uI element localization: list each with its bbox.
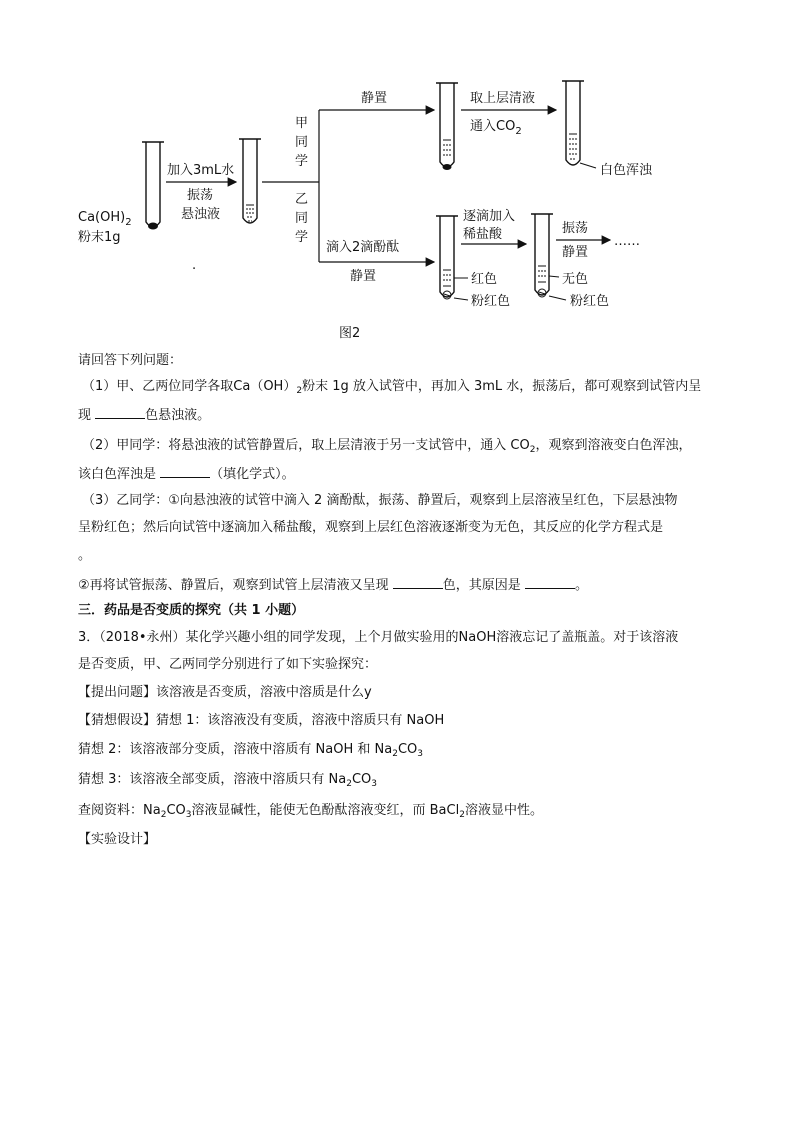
p3-line-2: 是否变质，甲、乙两同学分别进行了如下实验探究：	[78, 657, 378, 672]
branch-jia-3: 学	[295, 154, 309, 169]
q3-line-4: ②再将试管振荡、静置后，观察到试管上层清液又呈现 色，其原因是 。	[78, 578, 588, 593]
p3-hypothesis-2: 猜想 2：该溶液部分变质，溶液中溶质有 NaOH 和 $Na_2CO_3$	[78, 742, 423, 759]
lower-tube1-top: 红色	[471, 272, 498, 287]
branch-yi-2: 同	[295, 211, 309, 226]
q1-line-2: 现 色悬浊液。	[78, 408, 211, 423]
lower-tube1-bottom: 粉红色	[471, 294, 511, 309]
upper-step2-below: 通入$CO_2$	[470, 119, 522, 137]
lower-step-above: 滴入2滴酚酞	[326, 240, 400, 255]
branch-yi-3: 学	[295, 230, 309, 245]
p3-line-1: 3．（2018•永州）某化学兴趣小组的同学发现，上个月做实验用的NaOH溶液忘记了盖瓶盖。对于该溶液	[78, 630, 679, 645]
p3-hypothesis-3: 猜想 3：该溶液全部变质，溶液中溶质只有 $Na_2CO_3$	[78, 772, 378, 789]
p3-reference: 查阅资料：$Na_2CO_3$溶液显碱性，能使无色酚酞溶液变红，而 BaCl$_2$溶液显中性。	[78, 803, 543, 820]
start-label-2: 粉末1g	[78, 230, 121, 245]
q1-answer-blank[interactable]	[95, 406, 145, 419]
step1-below-1: 振荡	[187, 188, 214, 203]
p3-question: 【提出问题】该溶液是否变质，溶液中溶质是什么y	[78, 685, 372, 700]
q2-line-2: 该白色浑浊是 （填化学式）。	[78, 467, 295, 482]
experiment-diagram	[0, 0, 794, 345]
q3-line-3: 。	[78, 548, 92, 563]
test-tube-start	[142, 142, 164, 230]
lower-step2-above-2: 稀盐酸	[463, 227, 503, 242]
test-tube-upper-1	[436, 83, 458, 170]
dot-mark: .	[192, 258, 197, 273]
lower-step2-above-1: 逐滴加入	[463, 209, 516, 224]
step1-above: 加入3mL水	[167, 163, 235, 178]
q2-answer-blank[interactable]	[160, 465, 210, 478]
lower-tube2-bottom: 粉红色	[570, 294, 610, 309]
q3-line-1: （3）乙同学：①向悬浊液的试管中滴入 2 滴酚酞，振荡、静置后，观察到上层溶液呈红色，下层悬浊物	[82, 493, 678, 508]
figure-caption: 图2	[339, 326, 361, 341]
p3-hypothesis-1: 【猜想假设】猜想 1：该溶液没有变质，溶液中溶质只有 NaOH	[78, 713, 445, 728]
prompt-line: 请回答下列问题：	[78, 353, 183, 368]
ellipsis: ……	[614, 234, 640, 249]
q1-line-1: （1）甲、乙两位同学各取$Ca(OH)_2$粉末 1g 放入试管中，再加入 3mL 水，振荡后，都可观察到试管内呈	[82, 379, 702, 396]
q3-line-2: 呈粉红色；然后向试管中逐滴加入稀盐酸，观察到上层红色溶液逐渐变为无色，其反应的化学方程式是	[78, 520, 664, 535]
test-tube-upper-2	[562, 81, 596, 168]
q2-line-1: （2）甲同学：将悬浊液的试管静置后，取上层清液于另一支试管中，通入 $CO_2$，观察到溶液变白色浑浊，	[82, 438, 692, 455]
upper-step: 静置	[361, 91, 388, 106]
q3-color-blank[interactable]	[393, 576, 443, 589]
start-label-1: $Ca(OH)_2$	[78, 210, 132, 228]
upper-result: 白色浑浊	[600, 163, 653, 178]
p3-design-heading: 【实验设计】	[78, 832, 157, 847]
lower-tube2-top: 无色	[562, 272, 589, 287]
branch-yi-1: 乙	[295, 192, 309, 207]
test-tube-suspension	[239, 139, 261, 223]
branch-jia-2: 同	[295, 135, 309, 150]
test-tube-lower-2	[531, 214, 566, 300]
q3-reason-blank[interactable]	[525, 576, 575, 589]
lower-step3-below: 静置	[562, 245, 589, 260]
step1-below-2: 悬浊液	[181, 207, 221, 222]
upper-step2-above: 取上层清液	[470, 91, 536, 106]
branch-jia-1: 甲	[295, 116, 309, 131]
section-3-heading: 三．药品是否变质的探究（共 1 小题）	[78, 603, 305, 618]
lower-step-below: 静置	[350, 269, 377, 284]
lower-step3-above: 振荡	[562, 221, 589, 236]
